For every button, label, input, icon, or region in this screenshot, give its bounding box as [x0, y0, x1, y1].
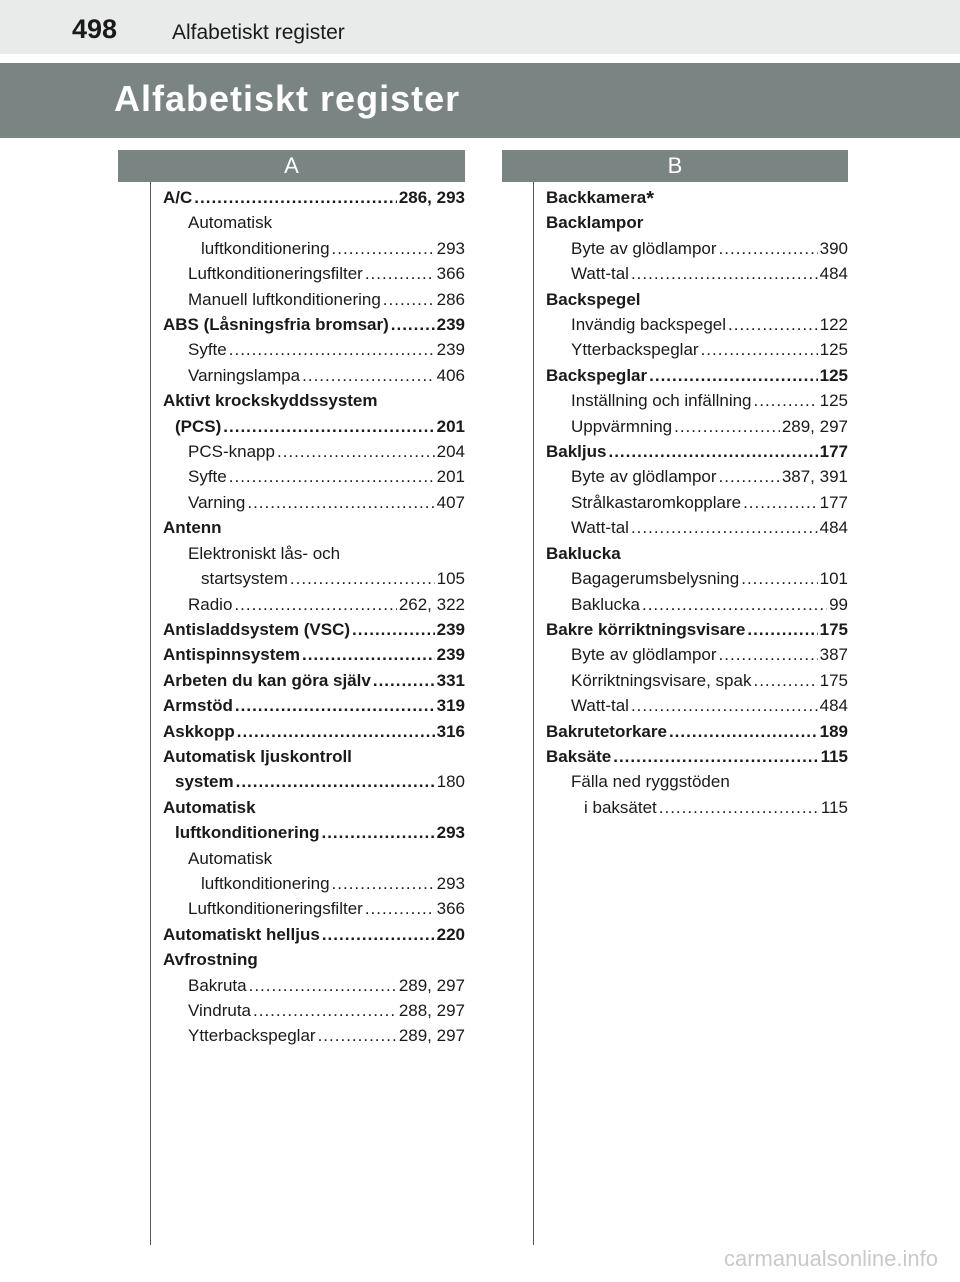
entry-label: Watt-tal: [571, 518, 629, 538]
entry-page-ref[interactable]: 406: [436, 365, 465, 385]
entry-label: Automatisk: [188, 848, 273, 868]
index-entry: [546, 668, 848, 693]
entry-page-ref[interactable]: 484: [819, 696, 848, 716]
entry-page-ref[interactable]: 177: [819, 442, 848, 462]
index-entry: [163, 414, 465, 439]
column-divider-a: [150, 182, 151, 1245]
entry-page-ref[interactable]: 293: [436, 873, 465, 893]
index-column-a: [163, 185, 465, 1049]
entry-page-ref[interactable]: 122: [819, 315, 848, 335]
dot-leader: [365, 261, 435, 286]
entry-page-ref[interactable]: 201: [436, 416, 465, 436]
watermark: carmanualsonline.info: [723, 1246, 938, 1271]
entry-label: Arbeten du kan göra själv: [163, 670, 371, 690]
entry-label: Antisladdsystem (VSC): [163, 619, 351, 639]
entry-page-ref[interactable]: 319: [436, 696, 465, 716]
entry-label: i baksätet: [584, 797, 657, 817]
dot-leader: [249, 973, 397, 998]
entry-page-ref[interactable]: 407: [436, 492, 465, 512]
dot-leader: [322, 922, 435, 947]
dot-leader: [741, 566, 817, 591]
entry-label: Automatisk: [163, 797, 256, 817]
entry-page-ref[interactable]: 293: [436, 823, 465, 843]
dot-leader: [391, 312, 435, 337]
index-entry: [546, 642, 848, 667]
entry-label: Automatiskt helljus: [163, 924, 320, 944]
entry-page-ref[interactable]: 239: [436, 340, 465, 360]
entry-page-ref[interactable]: 316: [436, 721, 465, 741]
index-entry: [163, 363, 465, 388]
entry-label: Bakruta: [188, 975, 247, 995]
entry-label: Fälla ned ryggstöden: [571, 772, 730, 792]
index-entry: [163, 337, 465, 362]
index-entry: [546, 363, 848, 388]
entry-page-ref[interactable]: 366: [436, 264, 465, 284]
index-entry: [163, 541, 465, 566]
dot-leader: [613, 744, 818, 769]
dot-leader: [719, 642, 818, 667]
index-entry: [546, 312, 848, 337]
entry-label: Uppvärmning: [571, 416, 673, 436]
index-entry: [546, 414, 848, 439]
dot-leader: [223, 414, 434, 439]
entry-label: Armstöd: [163, 696, 233, 716]
entry-label: PCS-knapp: [188, 442, 275, 462]
index-entry: [163, 947, 465, 972]
entry-label: Ytterbackspeglar: [571, 340, 699, 360]
dot-leader: [608, 439, 817, 464]
index-entry: [546, 236, 848, 261]
entry-label: Automatisk ljuskontroll: [163, 746, 352, 766]
index-entry: [546, 388, 848, 413]
page-title: Alfabetiskt register: [114, 78, 461, 119]
dot-leader: [229, 464, 435, 489]
dot-leader: [352, 617, 435, 642]
entry-label: Backspegel: [546, 289, 641, 309]
entry-page-ref[interactable]: 262, 322: [398, 594, 465, 614]
entry-label: Watt-tal: [571, 264, 629, 284]
index-entry: [546, 337, 848, 362]
entry-label: Körriktningsvisare, spak: [571, 670, 752, 690]
entry-label: Manuell luftkonditionering: [188, 289, 381, 309]
index-column-b: [546, 185, 848, 820]
entry-label: Varning: [188, 492, 246, 512]
index-entry: [163, 693, 465, 718]
index-entry: [546, 439, 848, 464]
dot-leader: [365, 896, 435, 921]
entry-page-ref[interactable]: 331: [436, 670, 465, 690]
entry-page-ref[interactable]: 239: [436, 315, 465, 335]
dot-leader: [649, 363, 818, 388]
header-bar: [0, 0, 960, 54]
entry-label: Vindruta: [188, 1001, 252, 1020]
dot-leader: [234, 592, 396, 617]
entry-label: Bakrutetorkare: [546, 721, 667, 741]
entry-page-ref[interactable]: 101: [819, 569, 848, 589]
entry-label: Byte av glödlampor: [571, 645, 717, 665]
index-entry: [163, 617, 465, 642]
index-entry: [163, 515, 465, 540]
entry-page-ref[interactable]: 175: [819, 619, 848, 639]
entry-page-ref[interactable]: 289, 297: [398, 975, 465, 995]
index-entry: [163, 566, 465, 591]
entry-label: (PCS): [175, 416, 222, 436]
entry-label: Backspeglar: [546, 365, 648, 385]
entry-label: Luftkonditioneringsfilter: [188, 264, 363, 284]
dot-leader: [631, 261, 818, 286]
entry-label: A/C: [163, 188, 193, 207]
index-entry: [546, 464, 848, 489]
entry-label: Invändig backspegel: [571, 315, 727, 335]
entry-label: Byte av glödlampor: [571, 238, 717, 258]
entry-label: system: [175, 772, 234, 792]
dot-leader: [302, 363, 434, 388]
page-number: 498: [72, 14, 118, 44]
entry-label: Inställning och infällning: [571, 391, 752, 411]
entry-page-ref[interactable]: 387, 391: [781, 467, 848, 487]
dot-leader: [236, 769, 435, 794]
index-entry: [163, 312, 465, 337]
entry-page-ref[interactable]: 387: [819, 645, 848, 665]
index-entry: [163, 846, 465, 871]
dot-leader: [728, 312, 818, 337]
entry-label: Automatisk: [188, 213, 273, 233]
index-entry: [163, 439, 465, 464]
index-entry: [546, 592, 848, 617]
index-entry: [163, 973, 465, 998]
entry-label: Backlampor: [546, 213, 644, 233]
entry-page-ref[interactable]: 204: [436, 442, 465, 462]
index-entry: [546, 769, 848, 794]
entry-page-ref[interactable]: 286: [436, 289, 465, 309]
entry-label: Antenn: [163, 518, 222, 538]
dot-leader: [701, 337, 818, 362]
index-entry: [163, 592, 465, 617]
section-letter-b: B: [502, 150, 848, 182]
dot-leader: [229, 337, 435, 362]
entry-label: luftkonditionering: [201, 873, 330, 893]
entry-page-ref[interactable]: 293: [436, 238, 465, 258]
index-entry: [546, 744, 848, 769]
entry-page-ref[interactable]: 175: [819, 670, 848, 690]
entry-label: Varningslampa: [188, 365, 301, 385]
entry-label: Elektroniskt lås- och: [188, 543, 341, 563]
entry-label: Radio: [188, 594, 233, 614]
entry-page-ref[interactable]: 484: [819, 518, 848, 538]
entry-page-ref[interactable]: 115: [820, 797, 848, 817]
dot-leader: [631, 515, 818, 540]
entry-label: startsystem: [201, 569, 288, 589]
entry-page-ref[interactable]: 105: [436, 569, 465, 589]
running-title: Alfabetiskt register: [172, 21, 345, 44]
entry-label: Bakre körriktningsvisare: [546, 619, 746, 639]
dot-leader: [247, 490, 434, 515]
entry-label: Avfrostning: [163, 950, 258, 970]
index-entry: [546, 617, 848, 642]
index-entry: [163, 210, 465, 235]
dot-leader: [719, 236, 818, 261]
index-entry: [163, 744, 465, 769]
entry-page-ref[interactable]: 484: [819, 264, 848, 284]
dot-leader: [373, 668, 435, 693]
dot-leader: [332, 871, 435, 896]
index-entry: [546, 693, 848, 718]
dot-leader: [753, 668, 817, 693]
index-entry: [163, 795, 465, 820]
index-entry: [163, 236, 465, 261]
entry-page-ref[interactable]: 289, 297: [398, 1026, 465, 1046]
entry-page-ref[interactable]: 115: [820, 746, 848, 766]
dot-leader: [290, 566, 435, 591]
entry-page-ref[interactable]: 99: [829, 594, 848, 614]
entry-label: Ytterbackspeglar: [188, 1026, 316, 1046]
entry-page-ref[interactable]: 125: [819, 340, 848, 360]
entry-label: Watt-tal: [571, 696, 629, 716]
index-entry: [163, 922, 465, 947]
entry-page-ref[interactable]: 125: [819, 391, 848, 411]
index-entry: [163, 668, 465, 693]
index-entry: [163, 820, 465, 845]
index-entry: [546, 719, 848, 744]
entry-label: luftkonditionering: [175, 823, 320, 843]
index-entry: [163, 287, 465, 312]
entry-page-ref[interactable]: 177: [819, 492, 848, 512]
dot-leader: [631, 693, 818, 718]
entry-label: Syfte: [188, 340, 227, 360]
entry-label: ABS (Låsningsfria bromsar): [163, 315, 389, 335]
index-entry: [163, 896, 465, 921]
section-letter-a: A: [118, 150, 465, 182]
index-entry: [546, 490, 848, 515]
entry-page-ref[interactable]: 201: [436, 467, 465, 487]
dot-leader: [659, 795, 819, 820]
entry-page-ref[interactable]: 288, 297: [398, 1001, 465, 1020]
index-entry: [163, 719, 465, 744]
dot-leader: [383, 287, 435, 312]
dot-leader: [719, 464, 780, 489]
column-divider-b: [533, 182, 534, 1245]
entry-page-ref[interactable]: 390: [819, 238, 848, 258]
dot-leader: [194, 185, 397, 210]
entry-page-ref[interactable]: 289, 297: [781, 416, 848, 436]
index-entry: Backkamera *: [546, 185, 848, 210]
index-entry: [163, 388, 465, 413]
entry-page-ref[interactable]: 125: [819, 365, 848, 385]
index-entry: [163, 185, 465, 210]
entry-label: Antispinnsystem: [163, 645, 300, 665]
index-entry: [546, 210, 848, 235]
entry-label: Askkopp: [163, 721, 235, 741]
dot-leader: [754, 388, 818, 413]
index-entry: [163, 871, 465, 896]
index-entry: [546, 261, 848, 286]
dot-leader: [302, 642, 435, 667]
dot-leader: [235, 693, 435, 718]
index-entry: [163, 490, 465, 515]
index-entry: [163, 1023, 465, 1048]
dot-leader: [332, 236, 435, 261]
entry-label: Baklucka: [571, 594, 640, 614]
entry-label: luftkonditionering: [201, 238, 330, 258]
dot-leader: [743, 490, 818, 515]
entry-label: Baklucka: [546, 543, 621, 563]
index-entry: [546, 541, 848, 566]
dot-leader: [674, 414, 780, 439]
entry-label: Bagagerumsbelysning: [571, 569, 740, 589]
entry-page-ref[interactable]: 366: [436, 899, 465, 919]
dot-leader: [253, 998, 397, 1023]
dot-leader: [277, 439, 435, 464]
dot-leader: [321, 820, 434, 845]
entry-label: Syfte: [188, 467, 227, 487]
entry-label: Strålkastaromkopplare: [571, 492, 742, 512]
entry-label: Backkamera: [546, 188, 647, 207]
index-entry: [163, 261, 465, 286]
entry-label: Aktivt krockskyddssystem: [163, 391, 378, 411]
entry-page-ref[interactable]: 189: [819, 721, 848, 741]
entry-label: Bakljus: [546, 442, 607, 462]
index-entry: [546, 795, 848, 820]
dot-leader: [669, 719, 818, 744]
index-entry: [546, 566, 848, 591]
dot-leader: [747, 617, 817, 642]
entry-label: Baksäte: [546, 746, 612, 766]
index-entry: [163, 464, 465, 489]
entry-label: Luftkonditioneringsfilter: [188, 899, 363, 919]
entry-page-ref[interactable]: 180: [436, 772, 465, 792]
entry-page-ref[interactable]: 239: [436, 619, 465, 639]
entry-label: Byte av glödlampor: [571, 467, 717, 487]
index-entry: [546, 515, 848, 540]
entry-page-ref[interactable]: 286, 293: [398, 188, 465, 207]
index-entry: [546, 287, 848, 312]
dot-leader: [318, 1023, 397, 1048]
index-entry: [163, 642, 465, 667]
entry-page-ref[interactable]: 220: [436, 924, 465, 944]
index-entry: [163, 998, 465, 1023]
dot-leader: [237, 719, 435, 744]
dot-leader: [642, 592, 827, 617]
entry-page-ref[interactable]: 239: [436, 645, 465, 665]
index-entry: [163, 769, 465, 794]
